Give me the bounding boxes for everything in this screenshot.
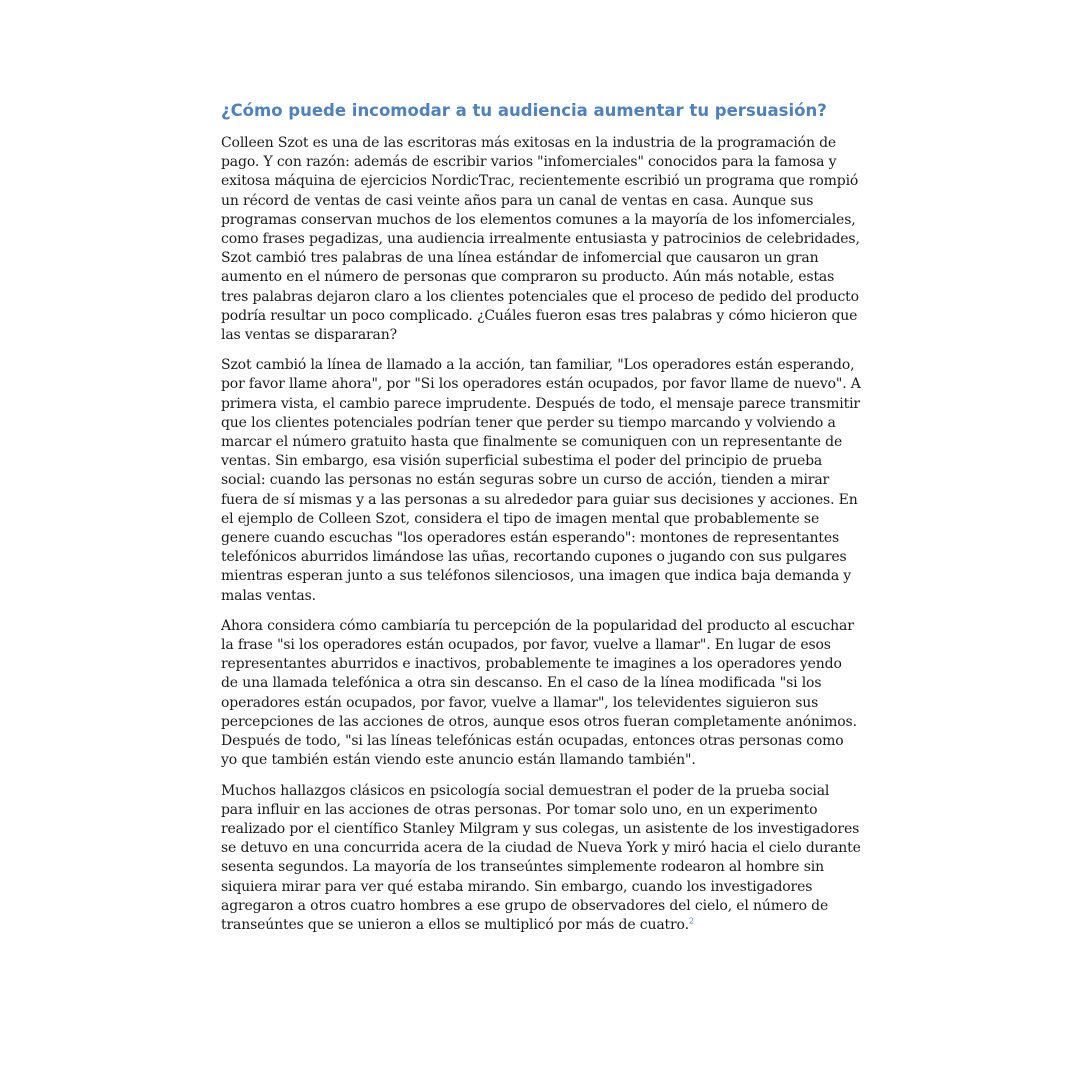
paragraph-2: Szot cambió la línea de llamado a la acción, tan familiar, "Los operadores están esperando, por favor llame ahora", por "Si los operadores están ocupados, por favor llame de nuevo". A primera vista, el cambio parece imprudente. Después de todo, el mensaje parece transmitir que los clientes potenciales podrían tener que perder su tiempo marcando y volviendo a marcar el número gratuito hasta que finalmente se comuniquen con un representante de ventas. Sin embargo, esa visión superficial subestima el poder del principio de prueba social: cuando las personas no están seguras sobre un curso de acción, tienden a mirar fuera de sí mismas y a las personas a su alrededor para guiar sus decisiones y acciones. En el ejemplo de Colleen Szot, considera el tipo de imagen mental que probablemente se genere cuando escuchas "los operadores están esperando": montones de representantes telefónicos aburridos limándose las uñas, recortando cupones o jugando con sus pulgares mientras esperan junto a sus teléfonos silenciosos, una imagen que indica baja demanda y malas ventas. [221, 357, 861, 604]
document-page [221, 98, 861, 946]
section-heading: ¿Cómo puede incomodar a tu audiencia aumentar tu persuasión? [221, 101, 827, 120]
footnote-reference[interactable]: 2 [688, 916, 694, 926]
paragraph-1: Colleen Szot es una de las escritoras más exitosas en la industria de la programación de pago. Y con razón: además de escribir varios "infomerciales" conocidos para la famosa y exitosa máquina de ejercicios NordicTrac, recientemente escribió un programa que rompió un récord de ventas de casi veinte años para un canal de ventas en casa. Aunque sus programas conservan muchos de los elementos comunes a la mayoría de los infomerciales, como frases pegadizas, una audiencia irrealmente entusiasta y patrocinios de celebridades, Szot cambió tres palabras de una línea estándar de infomercial que causaron un gran aumento en el número de personas que compraron su producto. Aún más notable, estas tres palabras dejaron claro a los clientes potenciales que el proceso de pedido del producto podría resultar un poco complicado. ¿Cuáles fueron esas tres palabras y cómo hicieron que las ventas se dispararan? [221, 135, 860, 344]
paragraph-3: Ahora considera cómo cambiaría tu percepción de la popularidad del producto al escuchar la frase "si los operadores están ocupados, por favor, vuelve a llamar". En lugar de esos representantes aburridos e inactivos, probablemente te imagines a los operadores yendo de una llamada telefónica a otra sin descanso. En el caso de la línea modificada "si los operadores están ocupados, por favor, vuelve a llamar", los televidentes siguieron sus percepciones de las acciones de otros, aunque esos otros fueran completamente anónimos. Después de todo, "si las líneas telefónicas están ocupadas, entonces otras personas como yo que también están viendo este anuncio están llamando también". [221, 617, 857, 769]
paragraph-4 [221, 782, 861, 936]
paragraph-4-text: Muchos hallazgos clásicos en psicología social demuestran el poder de la prueba social para influir en las acciones de otras personas. Por tomar solo uno, en un experimento realizado por el científico Stanley Milgram y sus colegas, un asistente de los investigadores se detuvo en una concurrida acera de la ciudad de Nueva York y miró hacia el cielo durante sesenta segundos. La mayoría de los transeúntes simplemente rodearon al hombre sin siquiera mirar para ver qué estaba mirando. Sin embargo, cuando los investigadores agregaron a otros cuatro hombres a ese grupo de observadores del cielo, el número de transeúntes que se unieron a ellos se multiplicó por más de cuatro. [221, 782, 861, 933]
